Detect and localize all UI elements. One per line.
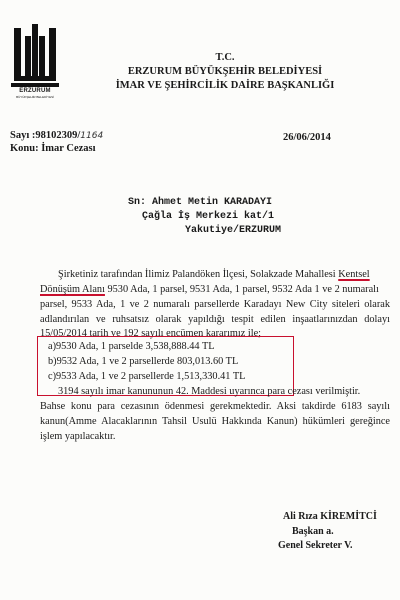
penalty-item-a: a)9530 Ada, 1 parselde 3,538,888.44 TL <box>48 341 215 352</box>
body-line-4: adlandırılan ve ruhsatsız olarak yapıldığı tespit edilen inşaatlarınızdan dolayı <box>40 314 390 325</box>
header-municipality: ERZURUM BÜYÜKŞEHİR BELEDİYESİ <box>127 66 323 77</box>
body-line-9: işlem yapılacaktır. <box>40 431 116 442</box>
addressee-name: Sn: Ahmet Metin KARADAYI <box>128 197 273 208</box>
body-line-5: 15/05/2014 tarih ve 192 sayılı encümen kararımız ile; <box>40 328 262 339</box>
reference-number <box>10 130 103 141</box>
underlined-text: Kentsel <box>338 269 370 280</box>
subject-line: Konu: İmar Cezası <box>10 143 96 154</box>
reference-label: Sayı :98102309/ <box>10 130 81 141</box>
header-tc: T.C. <box>215 52 235 63</box>
body-line-7: Bahse konu para cezasının ödenmesi gerekmektedir. Aksi takdirde 6183 sayılı <box>40 401 390 412</box>
body-text: Şirketiniz tarafından İlimiz Palandöken İlçesi, Solakzade Mahallesi <box>58 269 339 280</box>
header-department: İMAR VE ŞEHİRCİLİK DAİRE BAŞKANLIĞI <box>115 80 335 91</box>
handwritten-number: 1164 <box>80 131 104 141</box>
logo-name: ERZURUM <box>19 88 51 94</box>
body-line-1 <box>58 269 370 280</box>
addressee-city: Yakutiye/ERZURUM <box>185 225 282 236</box>
body-line-3: parsel, 9533 Ada, 1 ve 2 numaralı parsellerde Karadayı New City siteleri olarak <box>40 299 390 310</box>
signatory-name: Ali Rıza KİREMİTCİ <box>283 511 377 522</box>
body-line-6: 3194 sayılı imar kanununun 42. Maddesi uyarınca para cezası verilmiştir. <box>58 386 361 397</box>
addressee-building: Çağla İş Merkezi kat/1 <box>142 211 275 222</box>
logo-subtitle: BÜYÜKŞEHİR BELEDİYESİ <box>16 95 54 99</box>
body-line-8: kanun(Amme Alacaklarının Tahsil Usulü Hakkında Kanun) hükümleri gereğince <box>40 416 390 427</box>
penalty-item-c: c)9533 Ada, 1 ve 2 parsellerde 1,513,330.41 TL <box>48 371 246 382</box>
signatory-title-1: Başkan a. <box>292 526 334 537</box>
signatory-title-2: Genel Sekreter V. <box>278 540 353 551</box>
document-date: 26/06/2014 <box>283 132 331 143</box>
body-text: 9530 Ada, 1 parsel, 9531 Ada, 1 parsel, 9532 Ada 1 ve 2 numaralı <box>104 284 379 295</box>
penalty-item-b: b)9532 Ada, 1 ve 2 parsellerde 803,013.60 TL <box>48 356 239 367</box>
underlined-text: Dönüşüm Alanı <box>40 284 105 295</box>
body-line-2 <box>40 284 379 295</box>
